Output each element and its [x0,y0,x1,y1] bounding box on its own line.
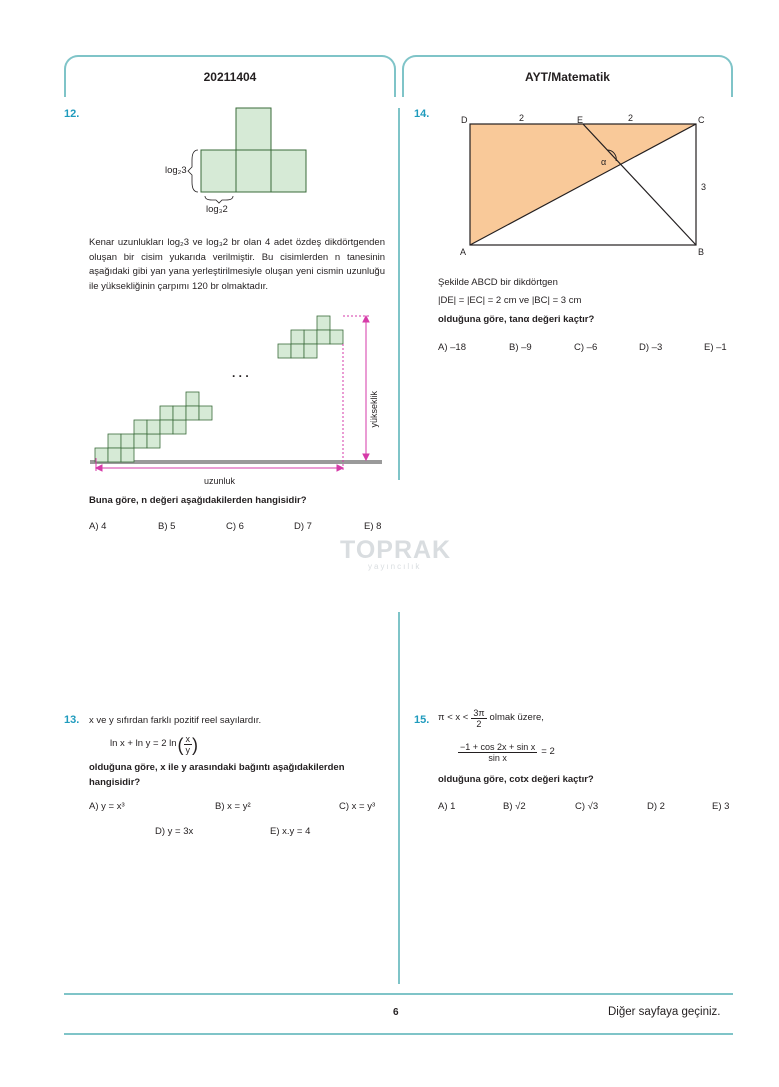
label-de: 2 [519,113,525,123]
q15-cond-num: 3π [473,708,485,718]
tshape-right-rect [271,150,306,192]
q12-ellipsis: . . . [232,366,249,380]
q14-option-d[interactable]: D) –3 [639,342,663,353]
q13-frac-den: y [185,745,191,755]
q14-question: olduğuna göre, tanα değeri kaçtır? [438,314,595,325]
q12-label-length: uzunluk [204,476,236,486]
q13-question: olduğuna göre, x ile y arasındaki bağıntı aşağıdakilerden hangisidir? [89,762,345,788]
q12-label-left: log₂3 [165,165,187,176]
tshape-left-rect [201,150,236,192]
tshape-top-rect [236,108,271,150]
q15-option-b[interactable]: B) √2 [503,801,526,812]
q15-question: olduğuna göre, cotx değeri kaçtır? [438,774,594,785]
q15-cond-fraction [471,708,486,729]
q13-option-d[interactable]: D) y = 3x [155,826,194,837]
q12-option-b[interactable]: B) 5 [158,521,176,532]
column-divider-bottom [398,612,400,984]
header-right [402,55,733,97]
q13-equation: ln x + ln y = 2 ln ( $\frac{x}{y}$ ) [110,734,199,755]
brace-left [188,150,198,192]
page-number: 6 [393,1007,399,1018]
q13-number: 13. [64,714,80,726]
q14-number: 14. [414,108,430,120]
q13-option-e[interactable]: E) x.y = 4 [270,826,311,837]
q13-eq-left: ln x + ln y = 2 ln [110,738,177,750]
q12-number: 12. [64,108,80,120]
q15-condition [438,708,544,729]
q15-eq-num: −1 + cos 2x + sin x [460,742,536,752]
watermark-logo: TOPRAK [340,536,452,564]
q15-cond-right: olmak üzere, [489,712,544,724]
q12-label-bottom: log₃2 [206,204,228,215]
vertex-e: E [577,115,584,125]
brace-bottom [205,196,233,203]
q15-cond-left: π < x < [438,712,469,724]
q12-question: Buna göre, n değeri aşağıdakilerden hangisidir? [89,495,307,506]
q12-option-e[interactable]: E) 8 [364,521,382,532]
label-bc: 3 [701,182,707,192]
q12-figure-tshape [150,100,320,220]
q15-option-e[interactable]: E) 3 [712,801,730,812]
vertex-b: B [698,247,705,257]
tshape-center-rect [236,150,271,192]
label-ec: 2 [628,113,634,123]
next-page-note: Diğer sayfaya geçiniz. [608,1006,721,1018]
q13-option-b[interactable]: B) x = y² [215,801,251,812]
q15-option-c[interactable]: C) √3 [575,801,599,812]
q13-frac-num: x [185,734,191,744]
q12-option-c[interactable]: C) 6 [226,521,244,532]
header-left [64,55,396,97]
vertex-c: C [698,115,705,125]
q13-option-a[interactable]: A) y = x³ [89,801,125,812]
q12-option-d[interactable]: D) 7 [294,521,312,532]
q14-option-a[interactable]: A) –18 [438,342,466,353]
q14-figure-rectangle [460,112,710,262]
q15-eq-den: sin x [488,753,507,763]
column-divider-top [398,108,400,480]
exam-code: 20211404 [203,70,257,84]
q12-option-a[interactable]: A) 4 [89,521,107,532]
label-alpha: α [601,157,607,167]
q13-stem: x ve y sıfırdan farklı pozitif reel sayılardır. [89,715,262,726]
q15-equation [458,742,555,763]
footer-line-bottom [64,1033,733,1035]
q12-stem: Kenar uzunlukları log₂3 ve log₃2 br olan 4 adet özdeş dikdörtgenden oluşan bir cisim yukarıda verilmiştir. Bu cisimlerden n tanesinin aşağıdaki gibi yan yana yerleştirilmesiyle oluşan yeni cismin uzunluğu ile yüksekliğinin çarpımı 120 br olmaktadır. [89,237,385,292]
q15-eq-fraction [458,742,537,763]
q15-cond-den: 2 [476,719,482,729]
q14-line2: |DE| = |EC| = 2 cm ve |BC| = 3 cm [438,295,582,306]
q12-figure-staircase [88,308,388,480]
q14-line1: Şekilde ABCD bir dikdörtgen [438,277,558,288]
q14-option-c[interactable]: C) –6 [574,342,598,353]
q13-option-c[interactable]: C) x = y³ [339,801,376,812]
q14-option-e[interactable]: E) –1 [704,342,727,353]
q13-fraction [184,734,193,755]
q15-number: 15. [414,714,430,726]
q14-option-b[interactable]: B) –9 [509,342,532,353]
q12-label-height: yükseklik [368,391,379,428]
q15-option-a[interactable]: A) 1 [438,801,456,812]
subject-title: AYT/Matematik [525,70,610,84]
q15-eq-right: = 2 [541,746,555,758]
vertex-a: A [460,247,467,257]
watermark-subtext: yayıncılık [368,562,422,571]
vertex-d: D [461,115,468,125]
footer-line-top [64,993,733,995]
q15-option-d[interactable]: D) 2 [647,801,665,812]
